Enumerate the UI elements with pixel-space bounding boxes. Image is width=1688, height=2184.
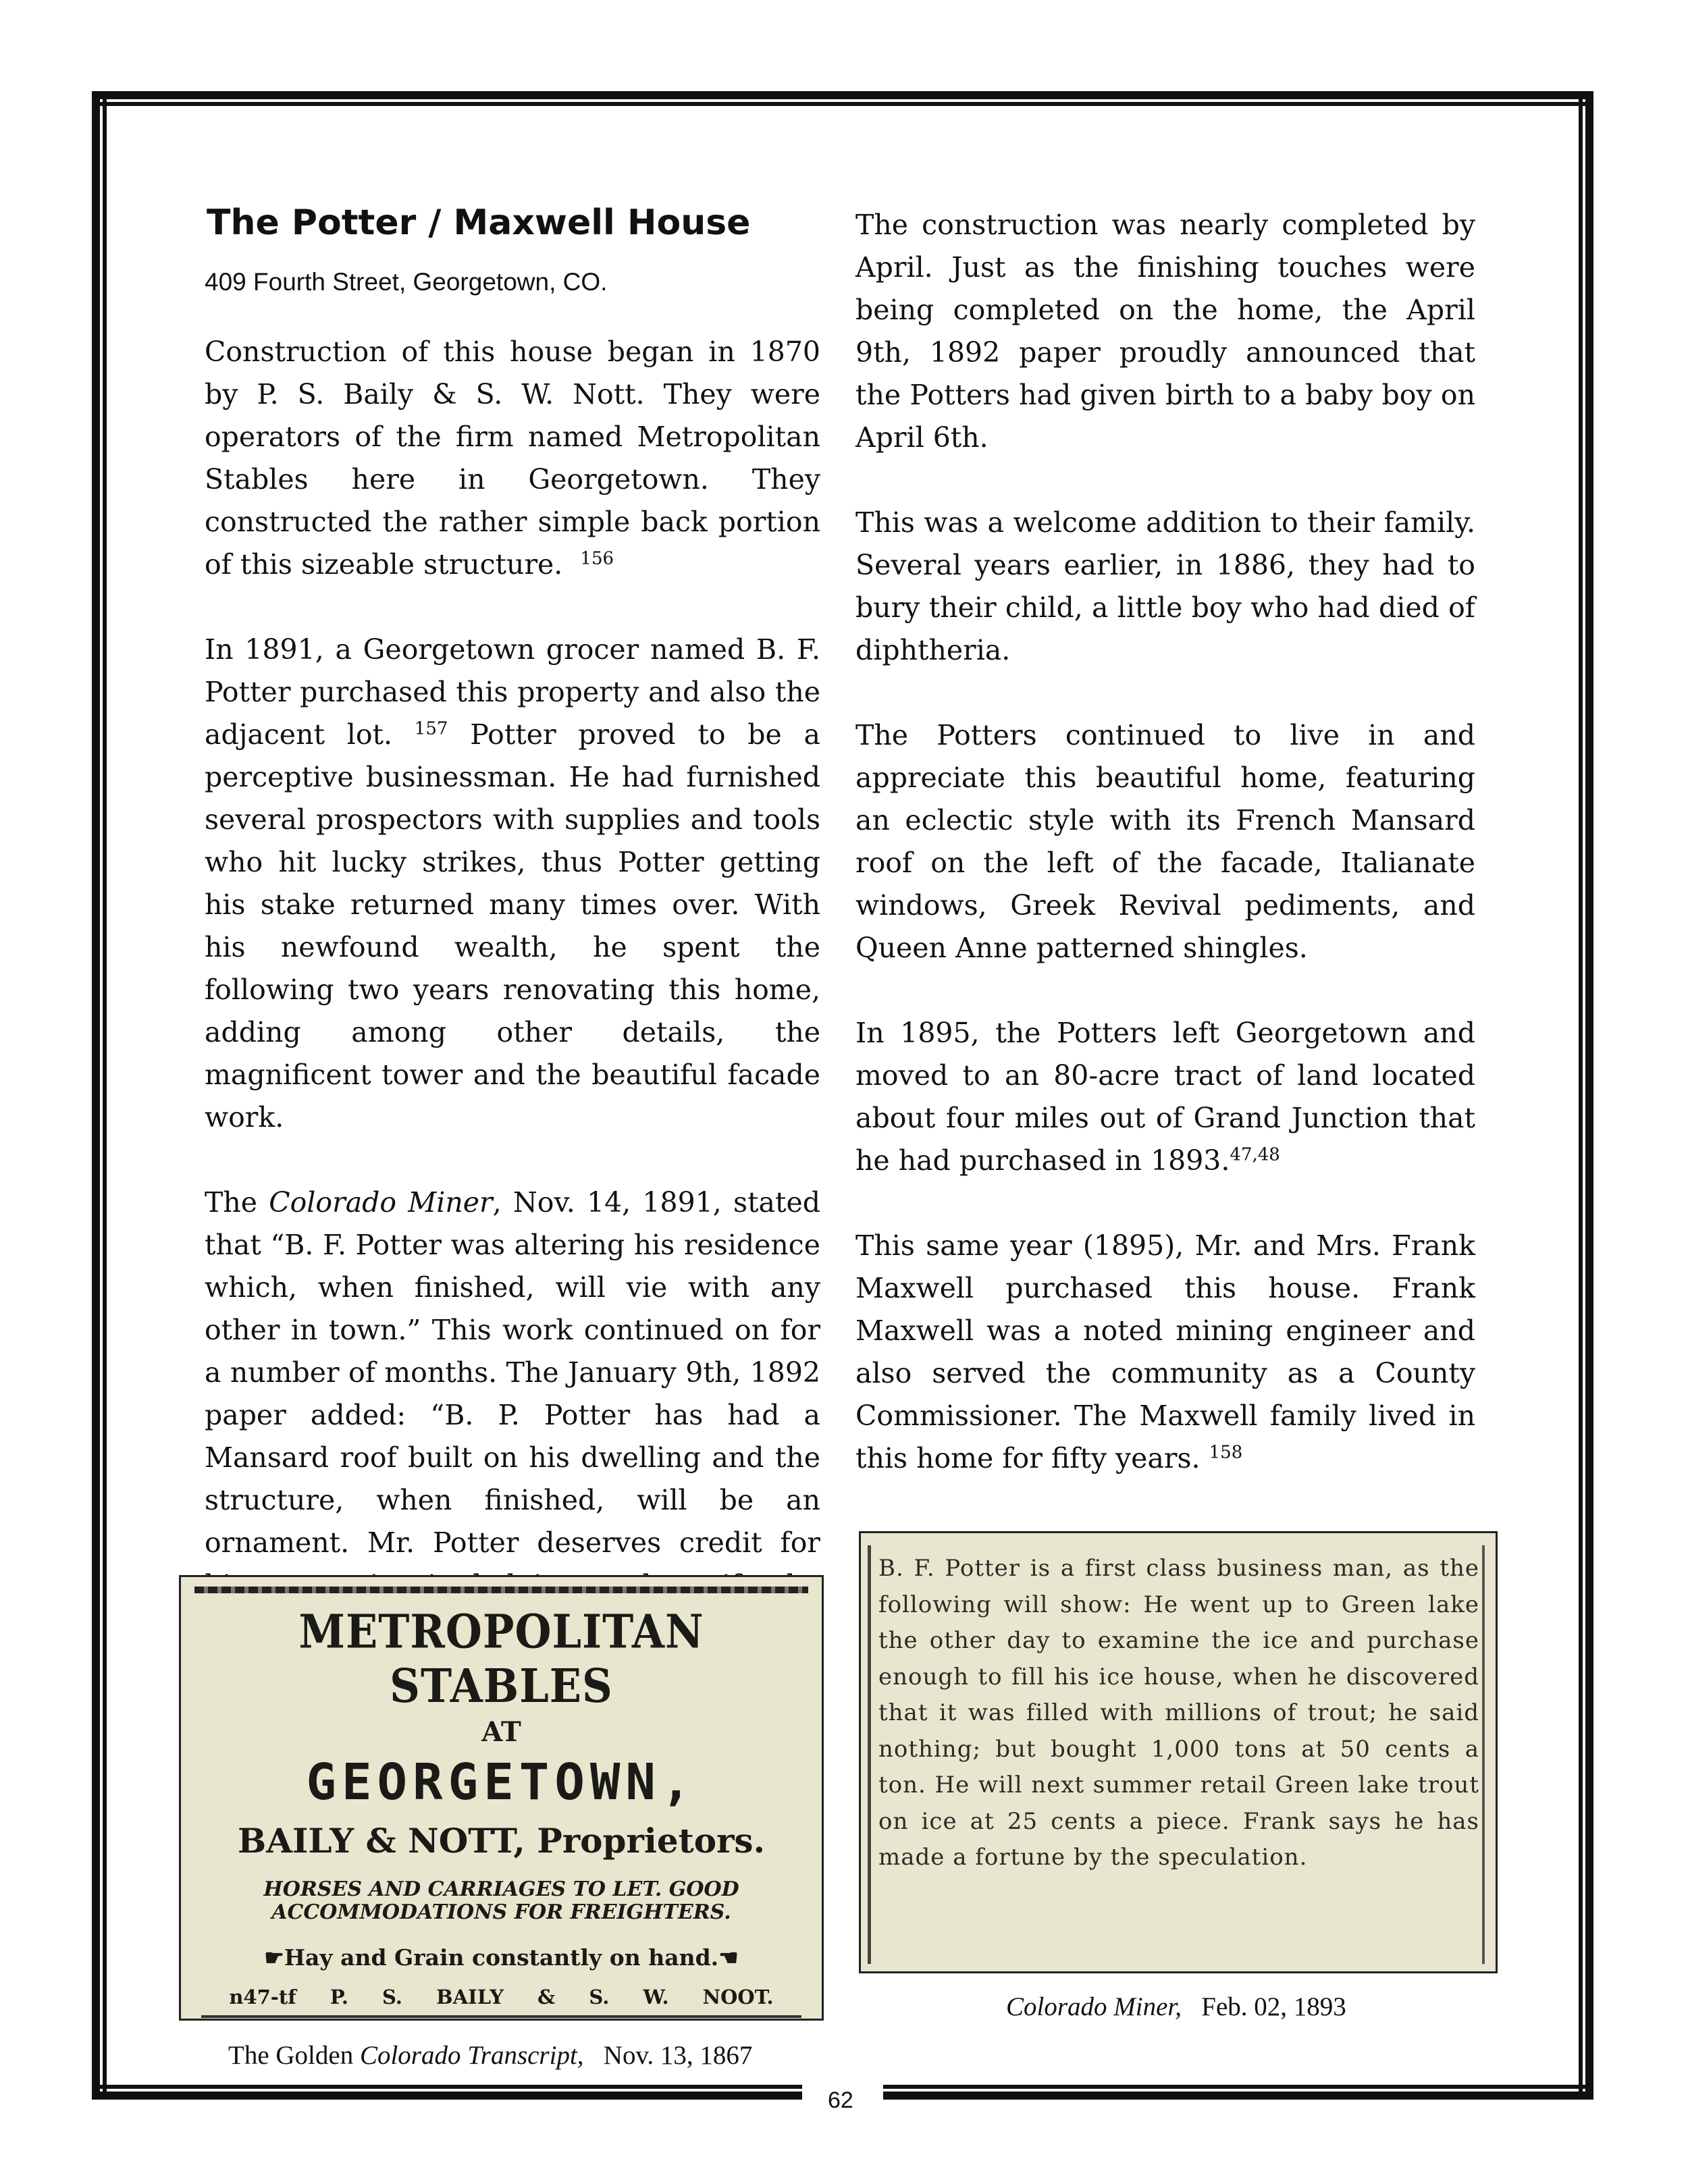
paragraph: The Colorado Miner, Nov. 14, 1891, stated that “B. F. Potter was altering his residence which, when finished, will vie with any other in town.” This work continued on for a number of months. The January 9th, 1892 paper added: “B. P. Potter has had a Mansard roof built on his dwelling and the structure, when finished, will be an ornament. Mr. Potter deserves credit for [205,1186,820,1559]
page-number: 62 [828,2087,853,2113]
footnote-ref: 47,48 [1230,1144,1280,1165]
ad-content [181,1577,822,2019]
clipping-column-rule [1482,1545,1485,1964]
ad-town: GEORGETOWN, [306,1753,697,1811]
footnote-ref: 158 [1209,1442,1243,1463]
address-subtitle: 409 Fourth Street, Georgetown, CO. [205,268,608,296]
page-border-bottom-right [883,2085,1593,2100]
ad-at: AT [481,1716,521,1748]
ad-bottom-rule [201,2015,801,2018]
paragraph: Construction of this house began in 1870 by P. S. Baily & S. W. Nott. They were operators of the firm named Metropolitan Stables here in Georgetown. They constructed the rather simple back portion of this sizeable structure. $^{156}$ [205,336,820,581]
right-column [855,204,1475,1480]
paragraph: In 1895, the Potters left Georgetown and moved to an 80-acre tract of land located about four miles out of Grand Junction that he had purchased in 1893.$^{47,48}$ [855,1017,1475,1177]
paragraph: This same year (1895), Mr. and Mrs. Frank Maxwell purchased this house. Frank Maxwell was a noted mining engineer and also served the community as a County Commissioner. The Maxwell family lived in this home for fifty years. $^{158}$ [855,1229,1475,1474]
page-border-top [92,91,1593,106]
paragraph: This was a welcome addition to their family. Several years earlier, in 1886, they had to bury their child, a little boy who had died of diphtheria. [855,506,1475,666]
paragraph: The Potters continued to live in and appreciate this beautiful home, featuring an eclectic style with its French Mansard roof on the left of the facade, Italianate windows, Greek Revival pediments, and Queen Anne patterned shingles. [855,719,1475,964]
ad-proprietors: BAILY & NOTT, Proprietors. [237,1821,765,1861]
ad-services: HORSES AND CARRIAGES TO LET. GOOD ACCOMMODATIONS FOR FREIGHTERS. [263,1877,739,1924]
ad-hay-grain: ☛Hay and Grain constantly on hand.☚ [264,1944,739,1971]
clipping-column-rule [868,1545,871,1964]
ad-signature: n47-tf P. S. BAILY & S. W. NOOT. [229,1986,774,2008]
newspaper-ad-clipping [179,1575,824,2021]
page-border-bottom-left [92,2085,802,2100]
newspaper-article-clipping [859,1531,1498,1973]
clipping-text: B. F. Potter is a first class business man, as the following will show: He went up to Green lake the other day to examine the ice and purchase enough to fill his ice house, when he discovered that it was filled with millions of trout; he said nothing; but bought 1,000 tons at 50 cents a ton. He will next summer retail Green lake trout on ice at 25 cents a piece. Frank says he has made a fortune by the speculation. [878,1555,1479,1871]
paragraph: In 1891, a Georgetown grocer named B. F. Potter purchased this property and also the adjacent lot. $^{157}$ Potter proved to be a perceptive businessman. He had furnished several prospectors with supplies and tools who hit lucky strikes, thus Potter getting his stake returned many times over. With his newfound wealth, he spent the following two years renovating this home, adding among other details, the magnificent tower and the beautiful facade work. [205,633,820,1134]
ad-top-rule [194,1587,808,1593]
left-column [205,331,820,1649]
page-title: The Potter / Maxwell House [207,203,751,243]
ad-headline: METROPOLITAN STABLES [298,1604,704,1713]
page-border-left [92,91,107,2100]
footnote-ref: 156 [580,548,614,569]
page-border-right [1579,91,1593,2100]
footnote-ref: 157 [414,718,448,739]
caption-right: Colorado Miner, Feb. 02, 1893 [1006,1992,1346,2021]
publication-name: Colorado Miner [269,1186,493,1219]
caption-left: The Golden Colorado Transcript, Nov. 13, 1867 [228,2041,753,2070]
paragraph: The construction was nearly completed by April. Just as the finishing touches were being completed on the home, the April 9th, 1892 paper proudly announced that the Potters had given birth to a baby boy on April 6th. [855,209,1475,454]
